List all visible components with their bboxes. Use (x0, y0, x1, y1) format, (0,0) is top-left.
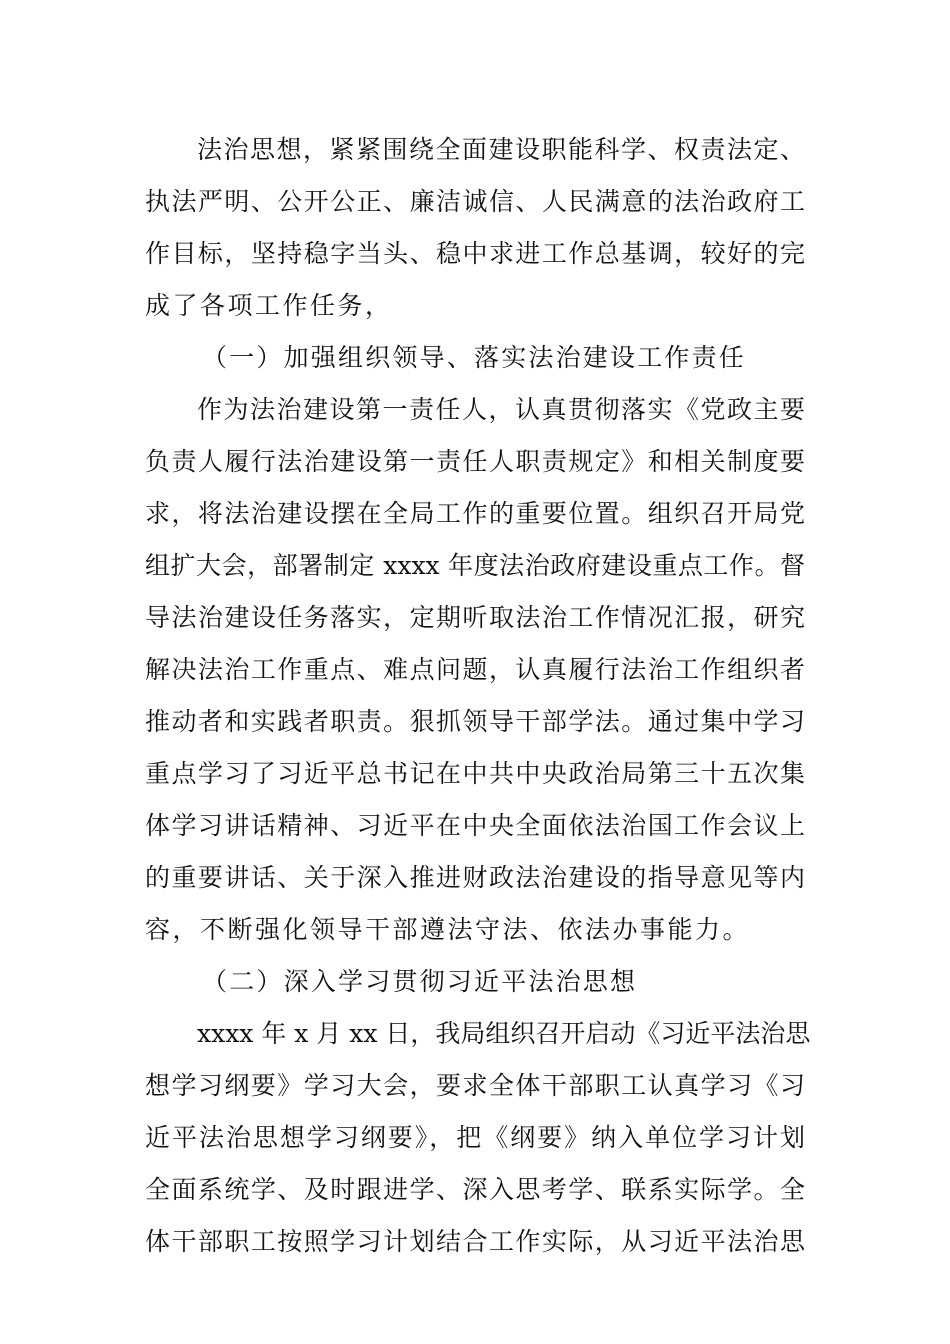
paragraph-line: 负责人履行法治建设第一责任人职责规定》和相关制度要 (145, 447, 805, 476)
paragraph-line: 导法治建设任务落实，定期听取法治工作情况汇报，研究 (145, 603, 805, 632)
section-heading: （一）加强组织领导、落实法治建设工作责任 (202, 343, 747, 372)
paragraph-line: 容，不断强化领导干部遵法守法、依法办事能力。 (145, 915, 751, 944)
paragraph-line: 求，将法治建设摆在全局工作的重要位置。组织召开局党 (145, 499, 805, 528)
section-heading: （二）深入学习贯彻习近平法治思想 (202, 967, 638, 996)
paragraph-line: 成了各项工作任务， (145, 291, 393, 320)
paragraph-line: 近平法治思想学习纲要》，把《纲要》纳入单位学习计划 (145, 1123, 805, 1152)
paragraph-line: 作目标，坚持稳字当头、稳中求进工作总基调，较好的完 (145, 239, 805, 268)
paragraph-line: 作为法治建设第一责任人，认真贯彻落实《党政主要 (197, 395, 805, 424)
paragraph-line: 组扩大会，部署制定 xxxx 年度法治政府建设重点工作。督 (145, 551, 805, 580)
paragraph-line: 想学习纲要》学习大会，要求全体干部职工认真学习《习 (145, 1071, 805, 1100)
paragraph-line: 解决法治工作重点、难点问题，认真履行法治工作组织者 (145, 655, 805, 684)
paragraph-line: 体干部职工按照学习计划结合工作实际，从习近平法治思 (145, 1227, 805, 1256)
paragraph-line: 推动者和实践者职责。狠抓领导干部学法。通过集中学习 (145, 707, 805, 736)
paragraph-line: 全面系统学、及时跟进学、深入思考学、联系实际学。全 (145, 1175, 805, 1204)
paragraph-line: 的重要讲话、关于深入推进财政法治建设的指导意见等内 (145, 863, 805, 892)
document-body (145, 124, 811, 1268)
paragraph-line: xxxx 年 x 月 xx 日，我局组织召开启动《习近平法治思 (197, 1019, 811, 1048)
paragraph-line: 重点学习了习近平总书记在中共中央政治局第三十五次集 (145, 759, 805, 788)
paragraph-line: 法治思想，紧紧围绕全面建设职能科学、权责法定、 (197, 135, 805, 164)
paragraph-line: 体学习讲话精神、习近平在中央全面依法治国工作会议上 (145, 811, 805, 840)
paragraph-line: 执法严明、公开公正、廉洁诚信、人民满意的法治政府工 (145, 187, 805, 216)
